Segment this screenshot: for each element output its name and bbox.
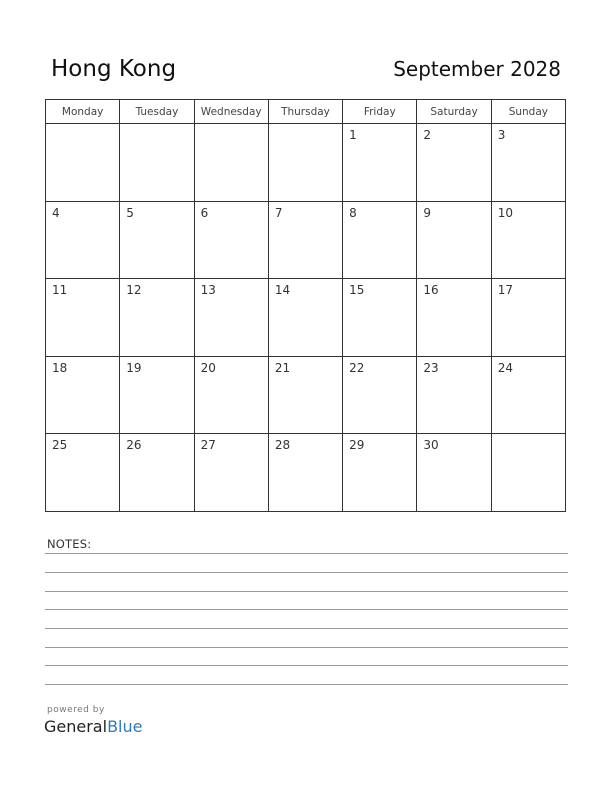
notes-line: [45, 609, 568, 610]
week-row: [46, 279, 566, 357]
day-number: 26: [126, 438, 142, 453]
day-number: 13: [200, 283, 216, 298]
day-number: 20: [200, 360, 216, 375]
day-cell: [120, 124, 194, 202]
day-cell: [120, 279, 194, 357]
day-cell: [194, 356, 268, 434]
day-cell: [417, 201, 491, 279]
calendar-month-title: September 2028: [393, 57, 561, 81]
day-cell: [491, 279, 565, 357]
day-cell: [491, 356, 565, 434]
day-number: 1: [349, 128, 357, 142]
generalblue-logo: [44, 717, 142, 736]
day-cell: [194, 201, 268, 279]
day-number: 25: [52, 438, 68, 453]
day-number: 28: [274, 438, 291, 453]
day-cell: [491, 124, 565, 202]
day-number: [492, 434, 565, 438]
day-number: 16: [423, 283, 439, 298]
day-number: [195, 124, 268, 128]
notes-line: [45, 665, 568, 666]
day-number: [269, 124, 342, 128]
notes-line: [45, 647, 568, 648]
day-cell: [46, 356, 120, 434]
day-cell: [194, 279, 268, 357]
notes-label: NOTES:: [47, 537, 92, 551]
day-cell: [491, 201, 565, 279]
day-number: [120, 124, 193, 128]
day-cell: [268, 434, 342, 512]
calendar-country-title: Hong Kong: [51, 56, 177, 82]
weekday-monday: Monday: [46, 100, 120, 124]
day-number: [46, 124, 119, 128]
day-cell: [343, 124, 417, 202]
day-cell: [268, 279, 342, 357]
day-cell: [46, 434, 120, 512]
notes-line: [45, 684, 568, 685]
logo-general-text: General: [44, 717, 108, 736]
day-cell: [417, 434, 491, 512]
day-number: 5: [126, 205, 134, 220]
weekday-thursday: Thursday: [268, 100, 342, 124]
day-number: 19: [126, 360, 142, 375]
day-number: 15: [349, 283, 365, 298]
week-row: [46, 201, 566, 279]
day-number: 12: [126, 283, 142, 298]
day-number: 11: [52, 283, 68, 298]
notes-line: [45, 553, 568, 554]
day-cell: [343, 356, 417, 434]
day-cell: [46, 279, 120, 357]
day-number: 10: [497, 205, 513, 220]
day-number: 3: [497, 128, 506, 142]
day-cell: [268, 356, 342, 434]
week-row: [46, 124, 566, 202]
day-number: 2: [423, 128, 432, 142]
day-cell: [417, 356, 491, 434]
logo-blue-text: Blue: [107, 717, 143, 736]
day-cell: [491, 434, 565, 512]
weekday-saturday: Saturday: [417, 100, 491, 124]
day-cell: [120, 434, 194, 512]
day-number: 8: [349, 205, 357, 220]
day-cell: [343, 279, 417, 357]
day-number: 4: [52, 205, 60, 220]
week-row: [46, 434, 566, 512]
day-cell: [268, 124, 342, 202]
day-cell: [268, 201, 342, 279]
day-cell: [194, 124, 268, 202]
day-number: 7: [274, 205, 283, 220]
weekday-friday: Friday: [343, 100, 417, 124]
weekday-wednesday: Wednesday: [194, 100, 268, 124]
day-number: 23: [423, 360, 439, 375]
day-number: 24: [497, 360, 513, 375]
weekday-sunday: Sunday: [491, 100, 565, 124]
day-cell: [194, 434, 268, 512]
day-cell: [417, 124, 491, 202]
day-cell: [46, 201, 120, 279]
day-number: 9: [423, 205, 432, 220]
day-number: 18: [52, 360, 68, 375]
powered-by-text: powered by: [47, 705, 105, 715]
day-number: 17: [497, 283, 513, 298]
day-cell: [46, 124, 120, 202]
weekday-header-row: [46, 100, 566, 124]
weekday-tuesday: Tuesday: [120, 100, 194, 124]
notes-line: [45, 628, 568, 629]
day-number: 30: [423, 438, 439, 453]
notes-line: [45, 591, 568, 592]
day-cell: [417, 279, 491, 357]
day-number: 22: [349, 360, 365, 375]
day-number: 14: [274, 283, 291, 298]
day-cell: [120, 201, 194, 279]
week-row: [46, 356, 566, 434]
notes-line: [45, 572, 568, 573]
day-number: 21: [274, 360, 291, 375]
day-cell: [343, 201, 417, 279]
day-number: 29: [349, 438, 365, 453]
day-cell: [343, 434, 417, 512]
calendar-grid: [45, 99, 566, 512]
day-number: 27: [200, 438, 216, 453]
day-cell: [120, 356, 194, 434]
day-number: 6: [200, 205, 209, 220]
